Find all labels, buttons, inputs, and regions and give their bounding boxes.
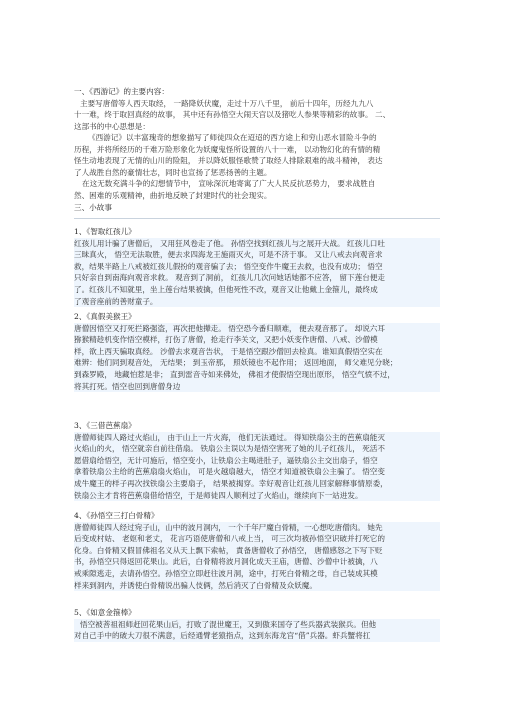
story-line: 铁扇公主才肯将芭蕉扇借给悟空，于是师徒四人顺利过了火焰山，继续向下一站进发。	[74, 490, 440, 502]
story-line: 戒乘隙逃走，去请孙悟空。孙悟空立即赶往波月洞，途中，打死白骨精之母，自己装成其模	[74, 568, 440, 580]
story-line: 书，孙悟空只得返回花果山。此后，白骨精将波月洞化成天王庙，唐僧、沙僧中计被擒，八	[74, 556, 440, 568]
story-line: 样来到洞内，并诱使白骨精说出骗人伎俩，然后消灭了白骨精及众妖魔。	[74, 580, 440, 592]
story-line: 了。红孩儿不知就里，坐上莲台结果被擒，但他死性不改，观音又让他戴上金箍儿，最终成	[74, 284, 440, 296]
story-title: 4、《孙悟空三打白骨精》	[74, 511, 159, 520]
theme-line: 然、困难的乐观精神，曲折地反映了封建时代的社会现实。	[74, 190, 272, 200]
story-block-4	[74, 510, 440, 591]
story-title: 3、《三借芭蕉扇》	[74, 421, 136, 430]
summary-line: 这部书的中心思想是：	[74, 121, 150, 131]
section-theme	[74, 132, 440, 213]
summary-line: 十一难，终于取回真经的故事， 其中还有孙悟空大闹天宫以及猪吃人参果等精彩的故事。 二、	[74, 110, 391, 120]
story-title: 2、《真假美猴王》	[74, 312, 136, 321]
theme-line: 历程，并将所经历的千难万险形象化为妖魔鬼怪所设置的八十一难， 以动物幻化的有情的精	[74, 144, 381, 154]
story-line: 唐僧师徒四人经过宛子山，山中的波月洞内， 一个千年尸魔白骨精，一心想吃唐僧肉。 她先	[74, 522, 440, 534]
theme-line: 在这无数充满斗争的幻想情节中， 宣咏深沉地寄寓了广大人民反抗恶势力， 要求战胜自	[82, 179, 376, 189]
story-line: 难辨：他们同到观音处， 无结果； 到玉帝那， 照妖镜也不起作用； 返回地面， 师父难见分晓；	[74, 357, 440, 369]
story-title: 5、《如意金箍棒》	[74, 608, 136, 617]
summary-line: 主要写唐僧等人西天取经， 一路降妖伏魔，走过十万八千里， 前后十四年，历经九九八	[80, 98, 374, 108]
story-line: 到森罗殿， 地藏怕惹是非； 直到雷音寺如来佛处， 佛祖才使假悟空现出原形， 悟空气愤不过，	[74, 369, 440, 381]
story-line: 唐僧师徒四人路过火焰山， 由于山上一片火海， 他们无法通过。 得知铁扇公主的芭蕉扇能灭	[74, 432, 440, 444]
story-line: 成牛魔王的样子再次找铁扇公主要扇子， 结果被揭穿。幸好观音让红孩儿回家解释事情原委，	[74, 478, 440, 490]
story-line: 后变成村姑、 老妪和老丈， 花言巧语使唐僧和八戒上当， 可三次均被孙悟空识破并打死它的	[74, 533, 440, 545]
story-line: 火焰山的火， 悟空就亲自前往借扇。 铁扇公主误以为是悟空害死了她的儿子红孩儿， 死活不	[74, 443, 440, 455]
story-line: 唐僧因悟空又打死拦路强盗，再次把他撵走。 悟空恐今番归顺难， 便去观音那了。 却说六耳	[74, 323, 440, 335]
story-line: 拿着铁扇公主给的芭蕉扇扇火焰山， 可是火越扇越大， 悟空才知道被铁扇公主骗了。 悟空变	[74, 466, 440, 478]
story-block-3	[74, 420, 440, 501]
story-line: 悟空被菩祖祖师赶回花果山后，打败了混世魔王，又到傲来国夺了些兵器武装猴兵。但他	[74, 619, 440, 631]
story-line: 救，结果半路上八戒被红孩儿假扮的观音骗了去； 悟空变作牛魔王去救，也没有成功； 悟空	[74, 261, 440, 273]
story-line: 三昧真火， 悟空无法取胜，便去求四海龙王施雨灭火，可是不济于事。 又让八戒去向观音求	[74, 249, 440, 261]
theme-line: 怪生动地表现了无情的山川的险阻， 并以降妖服怪歌赞了取经人排除艰难的战斗精神， 表达	[74, 156, 383, 166]
story-line: 样，欲上西天骗取真经。 沙僧去求观音告状， 于是悟空跟沙僧回去检真。谁知真假悟空实在	[74, 346, 440, 358]
story-line: 化身。白骨精又假冒佛祖名义从天上飘下索帖， 責备唐僧收了孙悟空， 唐僧感怒之下写下贬	[74, 545, 440, 557]
story-line: 只好亲自到南海向观音求救。 观音到了洞前， 红孩儿几次问她话她都不应答， 留下莲台便走	[74, 272, 440, 284]
story-block-2	[74, 311, 440, 392]
divider	[74, 218, 440, 219]
story-line: 愿借扇给悟空，无计可施后，悟空变小，让铁扇公主喝进肚子，逼铁扇公主交出扇子，悟空	[74, 455, 440, 467]
theme-line: 了人战胜自然的豪情壮志，同时也宣扬了惩恶扬善的主题。	[74, 167, 272, 177]
story-block-1	[74, 226, 440, 307]
section-intro	[74, 86, 440, 132]
story-line: 猕猴精趁机变作悟空模样，打伤了唐僧，抢走行李关文，又把小妖变作唐僧、八戒、沙僧模	[74, 334, 440, 346]
story-line: 对自己手中的破大刀很不满意，后经通臂老猿指点，这到东海龙宫“借”兵器。虾兵蟹将扛	[74, 630, 440, 642]
story-title: 1、《智取红孩儿》	[74, 227, 136, 236]
section-heading-main-content: 一、《西游记》的主要内容：	[74, 87, 169, 96]
theme-line: 《西游记》以丰富瑰奇的想象描写了师徒四众在迢迢的西方途上和穷山恶水冒险斗争的	[88, 133, 377, 142]
section-heading-stories: 三、小故事	[74, 202, 112, 212]
story-line: 了观音座前的善财童子。	[74, 296, 440, 308]
story-line: 红孩儿用计骗了唐僧后， 又用狂风卷走了他。 孙悟空找到红孩儿与之展开大战。 红孩儿口吐	[74, 238, 440, 250]
story-block-5	[74, 607, 440, 642]
story-line: 将其打死。悟空也回到唐僧身边	[74, 381, 440, 393]
